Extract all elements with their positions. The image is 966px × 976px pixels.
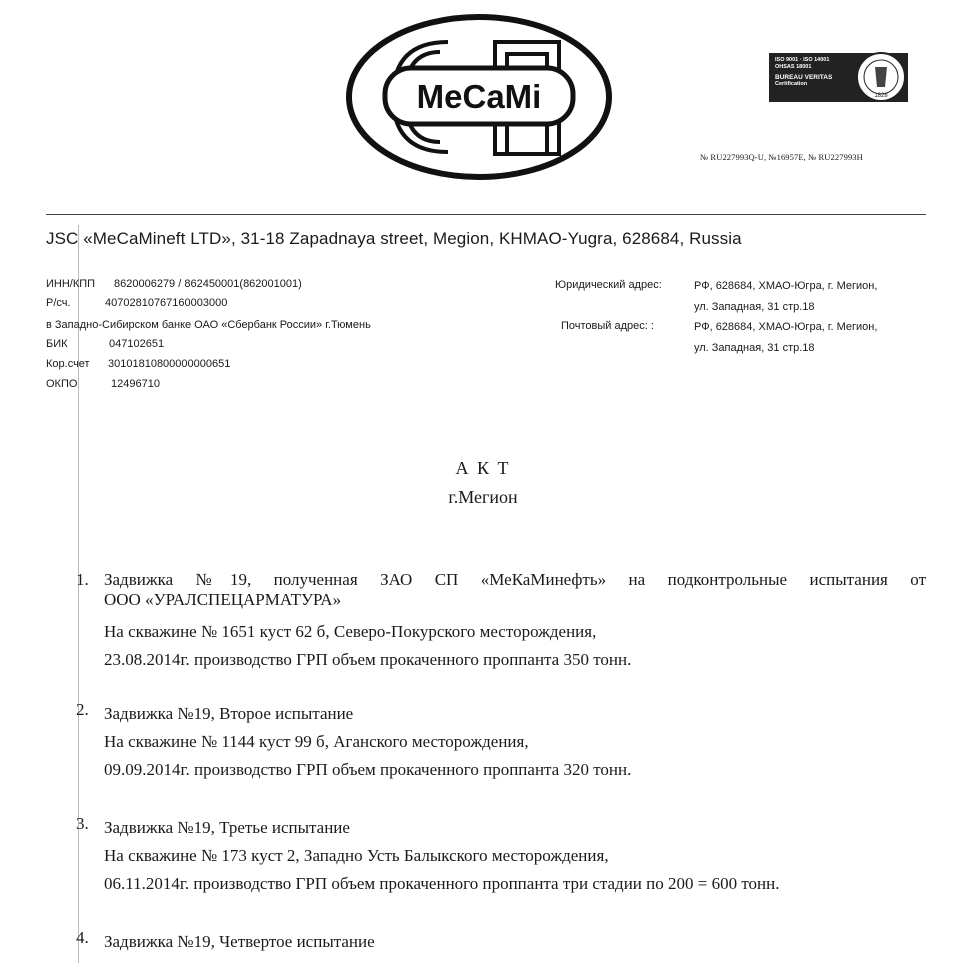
cert-line: BUREAU VERITAS bbox=[775, 74, 833, 81]
certification-text bbox=[775, 57, 832, 88]
item-line: ООО «УРАЛСПЕЦАРМАТУРА» bbox=[104, 590, 342, 609]
logo-brand-text: MeCaMi bbox=[416, 78, 542, 115]
item-line: На скважине № 173 куст 2, Западно Усть Балыкского месторождения, bbox=[104, 846, 609, 865]
cert-line: ISO 9001 · ISO 14001 bbox=[775, 57, 830, 63]
test-items-list bbox=[76, 570, 926, 976]
seal-year: 1828 bbox=[874, 93, 888, 99]
item-line: Задвижка №19, Второе испытание bbox=[104, 704, 354, 723]
bureau-veritas-seal-icon bbox=[855, 51, 907, 103]
document-city: г.Мегион bbox=[448, 487, 518, 507]
item-number: 4. bbox=[76, 928, 89, 947]
req-value: 30101810800000000651 bbox=[108, 358, 231, 370]
certification-badge bbox=[769, 53, 908, 102]
req-label: Кор.счет bbox=[46, 358, 90, 370]
certificate-numbers: № RU227993Q-U, №16957E, № RU227993H bbox=[700, 152, 863, 162]
req-value: 12496710 bbox=[111, 378, 160, 390]
req-value: 40702810767160003000 bbox=[105, 297, 228, 309]
req-value: 8620006279 / 862450001(862001001) bbox=[114, 278, 302, 290]
legal-address-line: ул. Западная, 31 стр.18 bbox=[694, 301, 815, 313]
item-line: На скважине № 1651 куст 62 б, Северо-Покурского месторождения, bbox=[104, 622, 597, 641]
cert-line: Certification bbox=[775, 81, 808, 87]
mecami-logo-graphic bbox=[345, 12, 613, 182]
postal-address-line: РФ, 628684, ХМАО-Югра, г. Мегион, bbox=[694, 321, 878, 333]
legal-address-line: РФ, 628684, ХМАО-Югра, г. Мегион, bbox=[694, 280, 878, 292]
item-line: Задвижка №19, Третье испытание bbox=[104, 818, 350, 837]
item-line: На скважине № 1144 куст 99 б, Аганского месторождения, bbox=[104, 732, 529, 751]
company-logo bbox=[345, 12, 613, 182]
req-value: в Западно-Сибирском банке ОАО «Сбербанк России» г.Тюмень bbox=[46, 319, 371, 331]
postal-address-label: Почтовый адрес: : bbox=[561, 320, 654, 332]
legal-address-label: Юридический адрес: bbox=[555, 279, 662, 291]
list-item bbox=[76, 814, 926, 898]
item-line: Задвижка №19, полученная ЗАО СП «МеКаМинефть» на подконтрольные испытания от bbox=[104, 570, 926, 589]
cert-line: OHSAS 18001 bbox=[775, 64, 812, 70]
item-line: Задвижка №19, Четвертое испытание bbox=[104, 932, 375, 951]
item-number: 3. bbox=[76, 814, 89, 833]
req-label: БИК bbox=[46, 338, 68, 350]
item-number: 1. bbox=[76, 570, 89, 589]
document-title: А К Т bbox=[455, 458, 511, 478]
item-number: 2. bbox=[76, 700, 89, 719]
postal-address-line: ул. Западная, 31 стр.18 bbox=[694, 342, 815, 354]
list-item bbox=[76, 700, 926, 784]
req-label: ИНН/КПП bbox=[46, 278, 96, 290]
req-label: ОКПО bbox=[46, 378, 78, 390]
header-divider bbox=[46, 214, 926, 215]
item-line: 09.09.2014г. производство ГРП объем прокаченного проппанта 320 тонн. bbox=[104, 760, 632, 779]
item-line: 23.08.2014г. производство ГРП объем прокаченного проппанта 350 тонн. bbox=[104, 650, 632, 669]
item-line: 06.11.2014г. производство ГРП объем прокаченного проппанта три стадии по 200 = 600 тонн. bbox=[104, 874, 780, 893]
list-item bbox=[76, 570, 926, 674]
req-value: 047102651 bbox=[109, 338, 165, 350]
list-item bbox=[76, 928, 926, 956]
company-address-en: JSC «MeCaMineft LTD», 31-18 Zapadnaya street, Megion, KHMAO-Yugra, 628684, Russia bbox=[46, 229, 742, 248]
req-label: Р/сч. bbox=[46, 297, 71, 309]
